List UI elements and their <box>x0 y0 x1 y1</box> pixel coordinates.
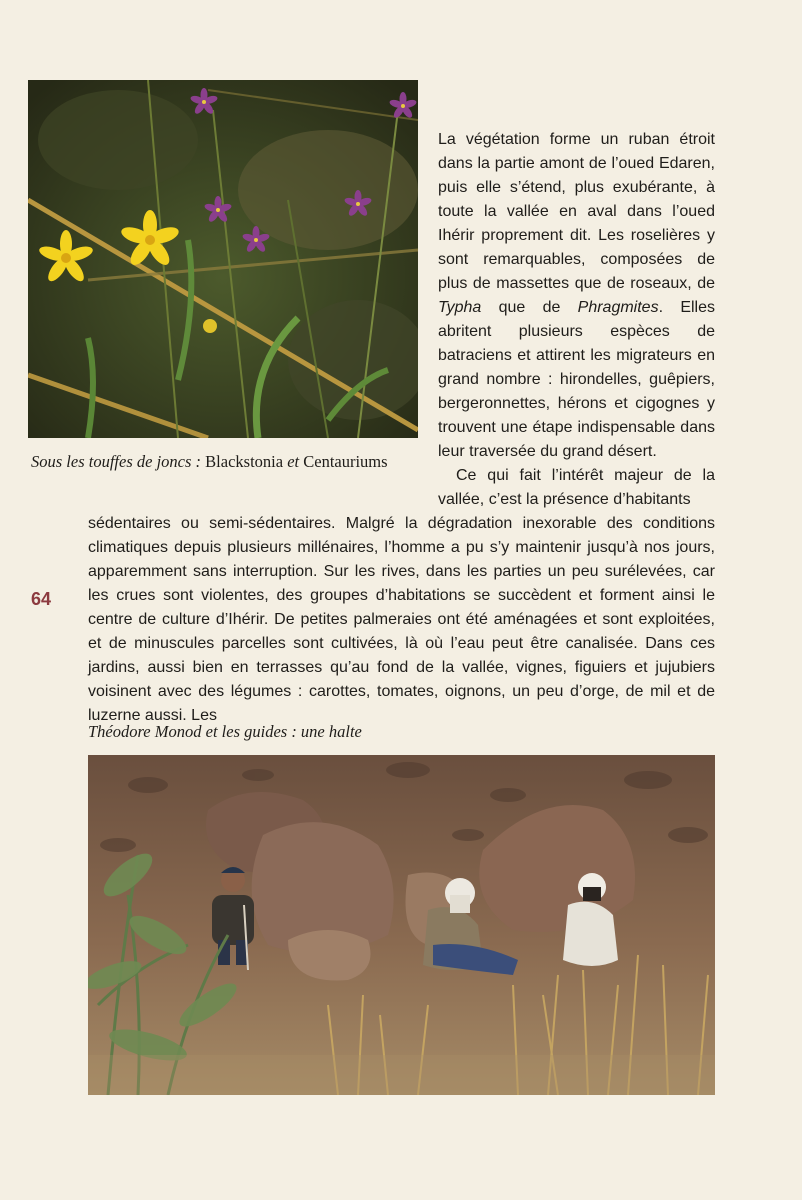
caption-italic-conjunction: et <box>283 452 304 471</box>
page-number: 64 <box>31 589 52 609</box>
flowers-photo <box>28 80 418 438</box>
caption-italic-part: Sous les touffes de joncs : <box>31 452 206 471</box>
paragraph-inhabitants-start: Ce qui fait l’intérêt majeur de la vallée, c’est la présence d’habitants <box>438 467 715 508</box>
caption-species-blackstonia: Blackstonia <box>205 452 284 471</box>
paragraph-inhabitants-continued: sédentaires ou semi-sédentaires. Malgré la dégradation inexorable des conditions climatiques depuis plusieurs millénaires, l’homme a pu s’y maintenir jusqu’à nos jours, apparemment sans interruption. Sur les rives, dans les parties un peu surélevées, car les crues sont violentes, des groupes d’habitations se succèdent et forment ainsi le centre de culture d’Ihérir. De petites palmeraies ont été aménagées et sont exploitées, et de minuscules parcelles sont cultivées, là où l’eau peut être canalisée. Dans ces jardins, aussi bien en terrasses qu’au fond de la vallée, vignes, figuiers et jujubiers voisinent avec des légumes : carottes, tomates, oignons, un peu d’orge, de mil et de luzerne aussi. Les <box>88 515 715 724</box>
paragraph-text: que de <box>481 299 578 316</box>
term-typha: Typha <box>438 299 482 316</box>
flowers-photo-caption <box>31 451 426 473</box>
halt-photo <box>88 755 715 1095</box>
halt-photo-caption: Théodore Monod et les guides : une halte <box>88 722 362 741</box>
body-text <box>88 512 715 728</box>
paragraph-vegetation <box>438 128 715 464</box>
paragraph-text: La végétation forme un ruban étroit dans la partie amont de l’oued Edaren, puis elle s’étend, plus exubérante, à toute la vallée en aval dans l’oued Ihérir proprement dit. Les roselières y sont remarquables, composées de plus de massettes que de roseaux, de <box>438 131 715 292</box>
caption-species-centauriums: Centauriums <box>303 452 388 471</box>
paragraph-text: . Elles abritent plusieurs espèces de batraciens et attirent les migrateurs en grand nombre : hirondelles, guêpiers, bergeronnettes, hérons et cigognes y trouvent une étape indispensable dans leur traversée du grand désert. <box>438 299 715 460</box>
column-text <box>438 128 715 512</box>
term-phragmites: Phragmites <box>577 299 659 316</box>
